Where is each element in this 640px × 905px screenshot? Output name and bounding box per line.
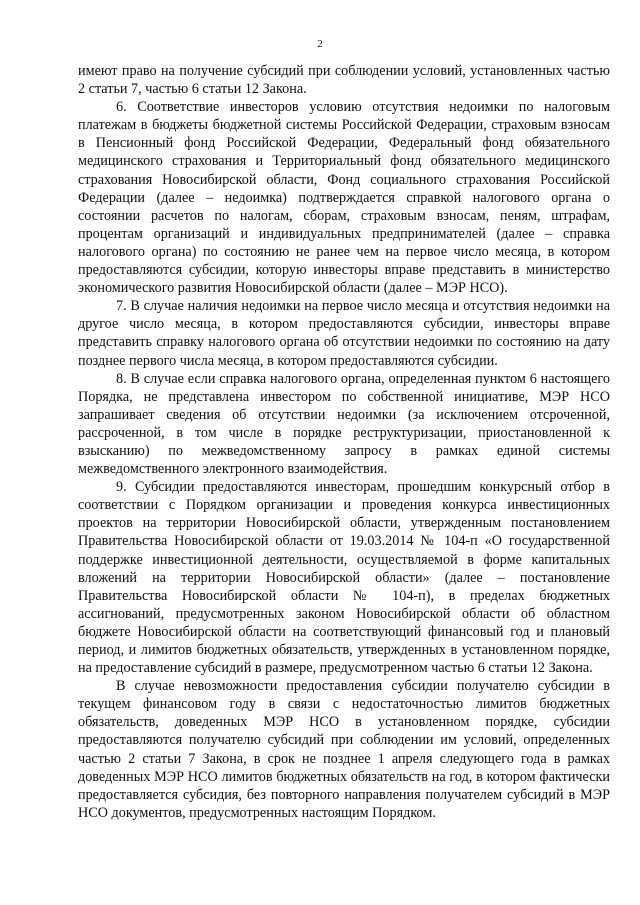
paragraph-item-8: 8. В случае если справка налогового органа, определенная пунктом 6 настоящего Порядка, не представлена инвестором по собственной инициативе, МЭР НСО запрашивает сведения об отсутствии недоимки (за исключением отсроченной, рассроченной, в том числе в порядке реструктуризации, приостановленной к взысканию) по межведомственному запросу в рамках единой системы межведомственного электронного взаимодействия.	[78, 370, 610, 478]
paragraph-item-9-continuation: В случае невозможности предоставления субсидии получателю субсидии в текущем финансовом году в связи с недостаточностью лимитов бюджетных обязательств, доведенных МЭР НСО в установленном порядке, субсидии предоставляются получателю субсидий при соблюдении им условий, определенных частью 2 статьи 7 Закона, в срок не позднее 1 апреля следующего года в рамках доведенных МЭР НСО лимитов бюджетных обязательств на год, в котором фактически предоставляется субсидия, без повторного направления получателем субсидий в МЭР НСО документов, предусмотренных настоящим Порядком.	[78, 678, 610, 821]
paragraph-item-9: 9. Субсидии предоставляются инвесторам, прошедшим конкурсный отбор в соответствии с Порядком организации и проведения конкурса инвестиционных проектов на территории Новосибирской области, утвержденным постановлением Правительства Новосибирской области от 19.03.2014 № 104-п «О государственной поддержке инвестиционной деятельности, осуществляемой в форме капитальных вложений на территории Новосибирской области» (далее – постановление Правительства Новосибирской области № 104-п), в пределах бюджетных ассигнований, предусмотренных законом Новосибирской области об областном бюджете Новосибирской области на соответствующий финансовый год и плановый период, и лимитов бюджетных обязательств, утвержденных в установленном порядке, на предоставление субсидий в размере, предусмотренном частью 6 статьи 12 Закона.	[78, 479, 610, 677]
page-number: 2	[317, 38, 323, 50]
paragraph-item-6: 6. Соответствие инвесторов условию отсутствия недоимки по налоговым платежам в бюджеты бюджетной системы Российской Федерации, страховым взносам в Пенсионный фонд Российской Федерации, Федеральный фонд обязательного медицинского страхования и Территориальный фонд обязательного медицинского страхования Новосибирской области, Фонд социального страхования Российской Федерации (далее – недоимка) подтверждается справкой налогового органа о состоянии расчетов по налогам, сборам, страховым взносам, пеням, штрафам, процентам организаций и индивидуальных предпринимателей (далее – справка налогового органа) по состоянию не ранее чем на первое число месяца, в котором предоставляются субсидии, которую инвесторы вправе представить в министерство экономического развития Новосибирской области (далее – МЭР НСО).	[78, 99, 610, 297]
paragraph-continuation: имеют право на получение субсидий при соблюдении условий, установленных частью 2 статьи 7, частью 6 статьи 12 Закона.	[78, 63, 610, 98]
document-body	[78, 62, 610, 822]
paragraph-item-7: 7. В случае наличия недоимки на первое число месяца и отсутствия недоимки на другое число месяца, в котором предоставляются субсидии, инвесторы вправе представить справку налогового органа об отсутствии недоимки по состоянию на дату позднее первого числа месяца, в котором предоставляются субсидии.	[78, 298, 610, 369]
